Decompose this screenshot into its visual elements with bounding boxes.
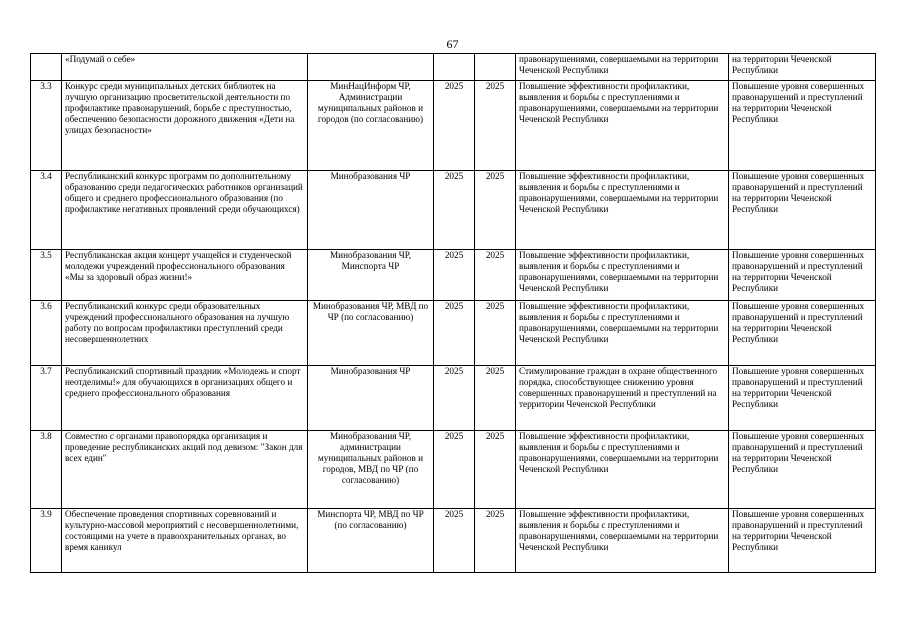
end-year: 2025 xyxy=(475,171,516,250)
event-name: Республиканский спортивный праздник «Молодежь и спорт неотделимы!» для обучающихся в организациях общего и среднего профессионального образования xyxy=(62,366,308,431)
expected-result: Стимулирование граждан в охране общественного порядка, способствующее снижению уровня совершенных правонарушений и преступлений на территории Чеченской Республики xyxy=(516,366,729,431)
executor: МинНацИнформ ЧР, Администрации муниципальных районов и городов (по согласованию) xyxy=(308,81,434,171)
end-year: 2025 xyxy=(475,509,516,573)
expected-result: Повышение эффективности профилактики, выявления и борьбы с преступлениями и правонарушениями, совершаемыми на территории Чеченской Республики xyxy=(516,171,729,250)
executor: Минобразования ЧР, МВД по ЧР (по согласованию) xyxy=(308,301,434,366)
table-row xyxy=(31,366,876,431)
expected-result: Повышение эффективности профилактики, выявления и борьбы с преступлениями и правонарушениями, совершаемыми на территории Чеченской Республики xyxy=(516,509,729,573)
table-row xyxy=(31,54,876,81)
table-row xyxy=(31,250,876,301)
row-number xyxy=(31,54,62,81)
event-name: Совместно с органами правопорядка организация и проведение республиканских акций под девизом: "Закон для всех един" xyxy=(62,431,308,509)
executor: Минобразования ЧР, администрации муниципальных районов и городов, МВД по ЧР (по согласованию) xyxy=(308,431,434,509)
table-row xyxy=(31,81,876,171)
indicator: Повышение уровня совершенных правонарушений и преступлений на территории Чеченской Республики xyxy=(729,250,876,301)
indicator: Повышение уровня совершенных правонарушений и преступлений на территории Чеченской Республики xyxy=(729,171,876,250)
table-row xyxy=(31,301,876,366)
start-year xyxy=(434,54,475,81)
event-name: «Подумай о себе» xyxy=(62,54,308,81)
row-number: 3.3 xyxy=(31,81,62,171)
end-year: 2025 xyxy=(475,366,516,431)
expected-result: Повышение эффективности профилактики, выявления и борьбы с преступлениями и правонарушениями, совершаемыми на территории Чеченской Республики xyxy=(516,250,729,301)
executor: Минобразования ЧР, Минспорта ЧР xyxy=(308,250,434,301)
expected-result: Повышение эффективности профилактики, выявления и борьбы с преступлениями и правонарушениями, совершаемыми на территории Чеченской Республики xyxy=(516,431,729,509)
start-year: 2025 xyxy=(434,81,475,171)
indicator: Повышение уровня совершенных правонарушений и преступлений на территории Чеченской Республики xyxy=(729,81,876,171)
row-number: 3.4 xyxy=(31,171,62,250)
indicator: Повышение уровня совершенных правонарушений и преступлений на территории Чеченской Республики xyxy=(729,431,876,509)
expected-result: Повышение эффективности профилактики, выявления и борьбы с преступлениями и правонарушениями, совершаемыми на территории Чеченской Республики xyxy=(516,81,729,171)
row-number: 3.6 xyxy=(31,301,62,366)
start-year: 2025 xyxy=(434,431,475,509)
event-name: Республиканская акция концерт учащейся и студенческой молодежи учреждений профессионального образования «Мы за здоровый образ жизни!» xyxy=(62,250,308,301)
table-row xyxy=(31,509,876,573)
row-number: 3.8 xyxy=(31,431,62,509)
indicator: Повышение уровня совершенных правонарушений и преступлений на территории Чеченской Республики xyxy=(729,509,876,573)
executor: Минобразования ЧР xyxy=(308,366,434,431)
row-number: 3.7 xyxy=(31,366,62,431)
start-year: 2025 xyxy=(434,171,475,250)
end-year: 2025 xyxy=(475,301,516,366)
row-number: 3.5 xyxy=(31,250,62,301)
start-year: 2025 xyxy=(434,509,475,573)
expected-result: правонарушениями, совершаемыми на территории Чеченской Республики xyxy=(516,54,729,81)
table-row xyxy=(31,431,876,509)
row-number: 3.9 xyxy=(31,509,62,573)
page-number: 67 xyxy=(446,37,459,51)
executor: Минспорта ЧР, МВД по ЧР (по согласованию) xyxy=(308,509,434,573)
start-year: 2025 xyxy=(434,250,475,301)
event-name: Республиканский конкурс программ по дополнительному образованию среди педагогических работников организаций общего и среднего профессионального образования (по профилактике негативных проявлений среди обучающихся) xyxy=(62,171,308,250)
end-year: 2025 xyxy=(475,431,516,509)
table-row xyxy=(31,171,876,250)
executor: Минобразования ЧР xyxy=(308,171,434,250)
end-year: 2025 xyxy=(475,81,516,171)
end-year xyxy=(475,54,516,81)
indicator: Повышение уровня совершенных правонарушений и преступлений на территории Чеченской Республики xyxy=(729,366,876,431)
expected-result: Повышение эффективности профилактики, выявления и борьбы с преступлениями и правонарушениями, совершаемыми на территории Чеченской Республики xyxy=(516,301,729,366)
end-year: 2025 xyxy=(475,250,516,301)
program-table xyxy=(30,53,876,573)
indicator: Повышение уровня совершенных правонарушений и преступлений на территории Чеченской Республики xyxy=(729,301,876,366)
event-name: Конкурс среди муниципальных детских библиотек на лучшую организацию просветительской деятельности по профилактике правонарушений, борьбе с преступностью, обеспечению безопасности дорожного движения «Дети на улицах безопасности» xyxy=(62,81,308,171)
event-name: Республиканский конкурс среди образовательных учреждений профессионального образования на лучшую работу по вопросам профилактики преступлений среди несовершеннолетних xyxy=(62,301,308,366)
indicator: на территории Чеченской Республики xyxy=(729,54,876,81)
executor xyxy=(308,54,434,81)
start-year: 2025 xyxy=(434,366,475,431)
event-name: Обеспечение проведения спортивных соревнований и культурно-массовой мероприятий с несовершеннолетними, состоящими на учете в правоохранительных органах, во время каникул xyxy=(62,509,308,573)
start-year: 2025 xyxy=(434,301,475,366)
